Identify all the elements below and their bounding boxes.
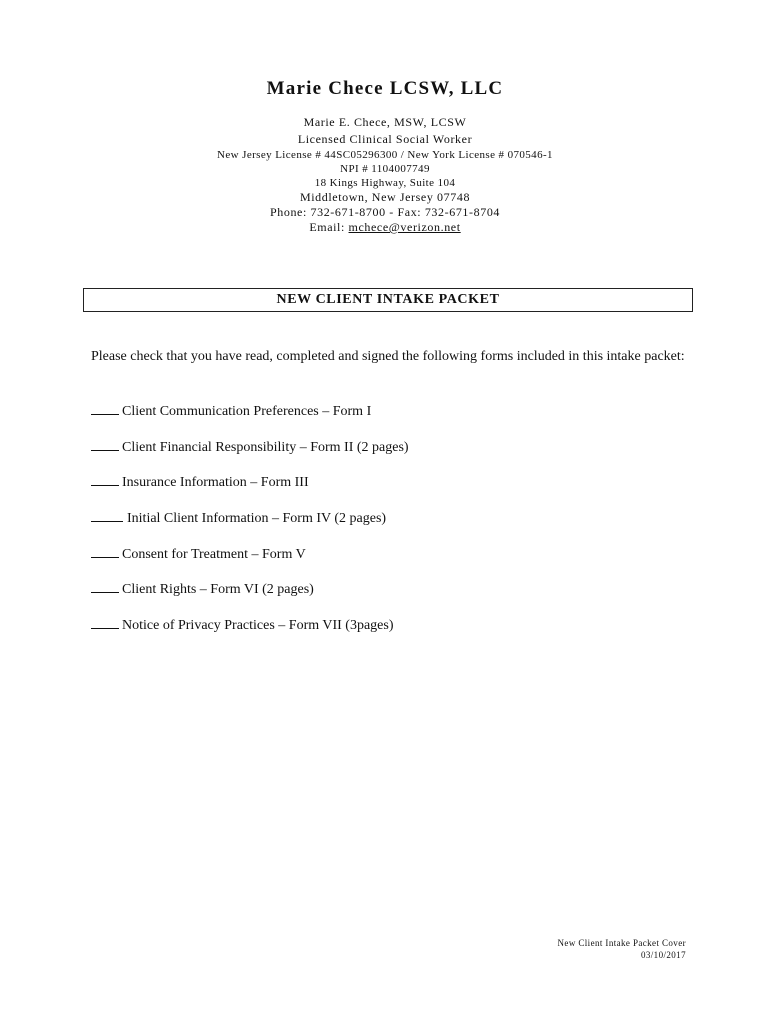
address-line2: Middletown, New Jersey 07748: [299, 190, 471, 204]
check-blank[interactable]: [91, 579, 119, 593]
check-blank[interactable]: [91, 544, 119, 558]
letterhead: [0, 78, 770, 235]
name-credentials: Marie E. Chece, MSW, LCSW: [303, 115, 467, 129]
intro-text: Please check that you have read, completed and signed the following forms included in this intake packet:: [91, 349, 685, 364]
check-blank[interactable]: [91, 472, 119, 486]
email-label: Email:: [309, 220, 349, 234]
checklist-item-form-3[interactable]: [91, 472, 691, 508]
check-blank[interactable]: [91, 437, 119, 451]
email-link[interactable]: mchece@verizon.net: [348, 220, 461, 234]
check-blank[interactable]: [91, 615, 119, 629]
checklist-item-form-7[interactable]: [91, 615, 691, 651]
checklist-item-form-2[interactable]: [91, 437, 691, 473]
checklist-item-form-4[interactable]: [91, 508, 691, 544]
checklist-item-form-1[interactable]: [91, 401, 691, 437]
checklist-item-label: Consent for Treatment – Form V: [122, 546, 306, 562]
checklist-item-label: Client Communication Preferences – Form I: [122, 404, 372, 419]
professional-title: Licensed Clinical Social Worker: [297, 132, 473, 146]
license-numbers: New Jersey License # 44SC05296300 / New York License # 070546-1: [217, 149, 553, 161]
checklist-item-label: Client Financial Responsibility – Form II (2 pages): [122, 439, 409, 455]
checklist-item-form-6[interactable]: [91, 579, 691, 615]
check-blank[interactable]: [91, 508, 123, 522]
footer-document-name: New Client Intake Packet Cover: [557, 938, 686, 948]
firm-name: Marie Chece LCSW, LLC: [266, 78, 504, 99]
checklist-item-label: Notice of Privacy Practices – Form VII (3pages): [122, 618, 394, 634]
document-title: NEW CLIENT INTAKE PACKET: [276, 292, 500, 307]
document-title-box: [83, 288, 693, 312]
forms-checklist: [91, 401, 691, 651]
check-blank[interactable]: [91, 401, 119, 415]
page-footer: [558, 937, 686, 961]
footer-date: 03/10/2017: [640, 950, 686, 960]
checklist-item-label: Initial Client Information – Form IV (2 pages): [127, 511, 387, 527]
email-line: [0, 220, 770, 235]
checklist-item-form-5[interactable]: [91, 544, 691, 580]
checklist-item-label: Insurance Information – Form III: [122, 475, 309, 491]
phone-fax: Phone: 732-671-8700 - Fax: 732-671-8704: [269, 205, 501, 219]
address-line1: 18 Kings Highway, Suite 104: [314, 177, 456, 189]
checklist-item-label: Client Rights – Form VI (2 pages): [122, 582, 314, 598]
npi-number: NPI # 1104007749: [340, 163, 430, 175]
